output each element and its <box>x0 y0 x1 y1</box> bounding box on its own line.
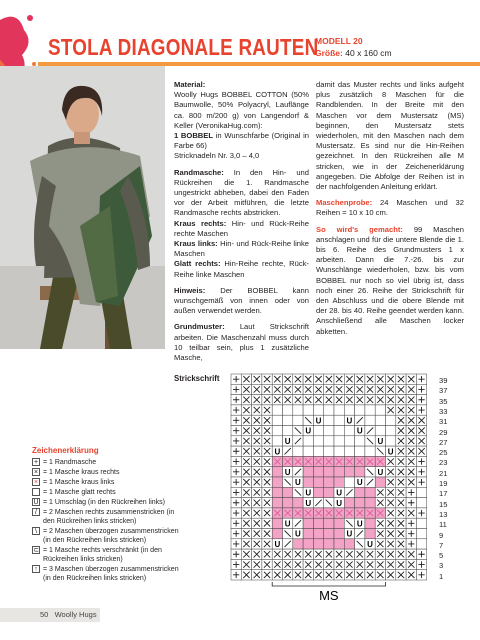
chart-cell <box>365 405 375 415</box>
chart-symbol: U <box>305 488 312 498</box>
chart-cell <box>303 436 313 446</box>
maschenprobe-label: Maschenprobe: <box>316 198 373 208</box>
row-number: 35 <box>439 396 448 406</box>
chart-cell <box>293 415 303 425</box>
chart-symbol: U <box>336 498 343 508</box>
chart-cell <box>313 426 323 436</box>
chart-cell <box>324 529 334 539</box>
legend-text: = 1 Umschlag (in den Rückreihen links) <box>43 499 165 506</box>
randmasche-body: In den Hin- und Rückreihen die 1. Randmasche ungestrickt abheben, dabei den Faden vor der Arbeit mitführen, die letzte Randmasche rechts abstricken. <box>174 167 309 218</box>
chart-cell <box>334 446 344 456</box>
chart-cell <box>293 405 303 415</box>
model-number: MODELL 20 <box>315 36 363 46</box>
chart-cell <box>313 467 323 477</box>
legend-text: = 1 Randmasche <box>43 459 97 466</box>
page-footer <box>0 608 100 622</box>
hinweis-label: Hinweis: <box>174 285 206 295</box>
chart-cell <box>355 405 365 415</box>
row-number: 33 <box>439 406 448 416</box>
row-number: 21 <box>439 468 448 478</box>
size-info <box>315 48 392 58</box>
chart-cell <box>283 405 293 415</box>
legend-text: = 1 Masche kraus rechts <box>43 469 120 476</box>
chart-cell <box>355 498 365 508</box>
row-number: 31 <box>439 417 448 427</box>
glatt-label: Glatt rechts: <box>174 259 221 269</box>
chart-cell <box>416 518 426 528</box>
chart-symbol: U <box>377 467 384 477</box>
row-number: 27 <box>439 437 448 447</box>
legend-symbol <box>32 488 40 496</box>
chart-cell <box>334 436 344 446</box>
legend-text: = 1 Masche kraus links <box>43 479 115 486</box>
pattern-explanation: damit das Muster rechts und links aufgeht plus zusätzlich 8 Maschen für die Randblenden. In der Breite mit den Maschen vor dem Mustersatz (MS) beginnen, den Mustersatz stets wiederholen, mit den Maschen nach dem Mustersatz. Es sind nur die Hin-Reihen gezeichnet. In den Rückreihen alle M stricken, wie in der Zeichenerklärung angegeben. Die Abfolge der Reihen ist in der nachfolgenden Anleitung erklärt. <box>316 80 464 192</box>
chart-cell <box>272 436 282 446</box>
chart-cell <box>355 467 365 477</box>
text-column-right <box>316 80 464 343</box>
chart-cell <box>355 487 365 497</box>
chart-cell <box>272 487 282 497</box>
chart-symbol: U <box>356 426 363 436</box>
chart-cell <box>272 518 282 528</box>
chart-cell <box>313 436 323 446</box>
chart-cell <box>365 498 375 508</box>
knitting-chart <box>229 372 434 612</box>
chart-label: Strickschrift <box>174 374 220 383</box>
chart-symbol: U <box>377 436 384 446</box>
chart-cell <box>416 498 426 508</box>
chart-cell <box>416 529 426 539</box>
legend <box>32 446 182 584</box>
chart-cell <box>324 477 334 487</box>
hinweis-body: Der BOBBEL kann wunschgemäß von innen oder von außen verwendet werden. <box>174 285 309 316</box>
chart-cell <box>303 529 313 539</box>
sowirds-label: So wird's gemacht: <box>316 224 403 234</box>
legend-text: = 2 Maschen rechts zusammenstricken (in den Rückreihen links stricken) <box>43 509 175 525</box>
chart-cell <box>303 518 313 528</box>
chart-cell <box>365 518 375 528</box>
legend-symbol: + <box>33 459 39 466</box>
chart-cell <box>416 539 426 549</box>
chart-cell <box>355 446 365 456</box>
kraus-links-label: Kraus links: <box>174 239 218 249</box>
row-number: 5 <box>439 551 444 561</box>
chart-cell <box>283 415 293 425</box>
chart-cell <box>272 498 282 508</box>
chart-symbol: U <box>274 447 281 457</box>
chart-cell <box>334 539 344 549</box>
chart-cell <box>386 436 396 446</box>
bobbel-label: 1 BOBBEL <box>174 131 213 141</box>
row-number: 15 <box>439 499 448 509</box>
chart-cell <box>324 415 334 425</box>
row-number: 29 <box>439 427 448 437</box>
chart-cell <box>365 529 375 539</box>
chart-cell <box>324 539 334 549</box>
chart-cell <box>334 405 344 415</box>
chart-cell <box>324 436 334 446</box>
chart-cell <box>344 539 354 549</box>
chart-cell <box>324 405 334 415</box>
legend-text: = 3 Maschen überzogen zusammenstricken (in den Rückreihen links stricken) <box>43 566 179 582</box>
legend-item <box>32 498 182 507</box>
material-body: Woolly Hugs BOBBEL COTTON (50% Baumwolle, 50% Polyacryl, Lauflänge ca. 800 m/200 g) von Langendorf & Keller (VeronikaHug.com): <box>174 90 309 130</box>
chart-cell <box>334 518 344 528</box>
legend-symbol: ⊂ <box>33 547 39 554</box>
sowirds-body: 99 Maschen anschlagen und für die untere Blende die 1. bis 6. Reihe des Grundmusters 1 x arbeiten. Dann die 7.-26. bis zur Wunschlänge wiederholen, bzw. bis vom BOBBEL nur noch so viel übrig ist, dass noch einer 26. Reihe der Strickschrift für den Abschluss und die obere Blende mit der 28. bis 40. Reihe geendet werden kann. Anschließend alle Maschen locker abketten. <box>316 224 464 336</box>
chart-cell <box>303 446 313 456</box>
chart-cell <box>344 405 354 415</box>
legend-item <box>32 478 182 487</box>
legend-item <box>32 546 182 564</box>
ms-label: MS <box>319 588 339 603</box>
legend-item <box>32 527 182 545</box>
legend-text: = 2 Maschen überzogen zusammenstricken (in den Rückreihen links stricken) <box>43 528 179 544</box>
row-number: 25 <box>439 448 448 458</box>
chart-cell <box>313 405 323 415</box>
chart-cell <box>272 415 282 425</box>
chart-cell <box>334 477 344 487</box>
chart-symbol: U <box>356 478 363 488</box>
chart-cell <box>416 487 426 497</box>
chart-symbol: U <box>284 467 291 477</box>
grundmuster-label: Grundmuster: <box>174 322 225 332</box>
chart-cell <box>313 446 323 456</box>
legend-item <box>32 458 182 467</box>
chart-symbol: U <box>356 519 363 529</box>
chart-cell <box>375 405 385 415</box>
chart-cell <box>344 446 354 456</box>
row-number: 13 <box>439 509 448 519</box>
legend-symbol: × <box>33 469 39 476</box>
chart-cell <box>334 529 344 539</box>
chart-symbol: U <box>367 539 373 549</box>
chart-cell <box>313 539 323 549</box>
chart-cell <box>344 477 354 487</box>
chart-cell <box>272 426 282 436</box>
maschenprobe-body: 24 Maschen und 32 Reihen = 10 x 10 cm. <box>316 198 464 218</box>
chart-symbol: U <box>315 416 322 426</box>
row-number: 11 <box>439 520 447 530</box>
chart-cell <box>272 405 282 415</box>
chart-cell <box>355 436 365 446</box>
randmasche-label: Randmasche: <box>174 167 224 177</box>
chart-cell <box>324 446 334 456</box>
model-photo <box>0 66 165 349</box>
chart-cell <box>365 446 375 456</box>
chart-cell <box>324 487 334 497</box>
chart-cell <box>334 467 344 477</box>
chart-cell <box>293 446 303 456</box>
chart-cell <box>324 518 334 528</box>
chart-symbol: U <box>284 519 291 529</box>
chart-cell <box>283 498 293 508</box>
size-label: Größe: <box>315 48 343 58</box>
legend-item <box>32 488 182 497</box>
chart-cell <box>272 529 282 539</box>
row-number: 7 <box>439 540 444 550</box>
chart-symbol: U <box>305 426 312 436</box>
chart-cell <box>386 426 396 436</box>
chart-cell <box>324 426 334 436</box>
chart-cell <box>303 405 313 415</box>
chart-symbol: U <box>274 539 281 549</box>
ms-bracket <box>272 582 385 586</box>
chart-cell <box>272 477 282 487</box>
chart-cell <box>303 539 313 549</box>
legend-item <box>32 565 182 583</box>
chart-cell <box>313 477 323 487</box>
page-number: 50 <box>40 610 49 619</box>
kraus-rechts-label: Kraus rechts: <box>174 218 227 228</box>
row-number: 37 <box>439 386 448 396</box>
legend-symbol: U <box>33 499 39 506</box>
material-label: Material: <box>174 80 206 89</box>
chart-cell <box>324 467 334 477</box>
legend-heading: Zeichenerklärung <box>32 446 99 455</box>
chart-symbol: U <box>346 529 353 539</box>
chart-cell <box>386 415 396 425</box>
legend-item <box>32 468 182 477</box>
kraus-links-body: Hin- und Rück-Reihe linke Maschen <box>174 239 310 259</box>
row-number: 19 <box>439 479 448 488</box>
chart-symbol: U <box>305 498 312 508</box>
legend-symbol: / <box>32 508 40 516</box>
row-number: 3 <box>439 561 444 571</box>
chart-cell <box>375 426 385 436</box>
page-title: STOLA DIAGONALE RAUTEN <box>48 34 319 60</box>
chart-cell <box>293 498 303 508</box>
glatt-body: Hin-Reihe rechte, Rück-Reihe linke Maschen <box>174 259 309 279</box>
chart-cell <box>303 467 313 477</box>
row-number: 23 <box>439 458 448 468</box>
chart-cell <box>313 487 323 497</box>
chart-symbol: U <box>346 416 353 426</box>
legend-item <box>32 508 182 526</box>
chart-cell <box>344 467 354 477</box>
row-number: 9 <box>439 530 444 540</box>
text-column-left <box>174 80 309 369</box>
size-value: 40 x 160 cm <box>345 48 392 58</box>
needles-text: Stricknadeln Nr. 3,0 – 4,0 <box>174 151 260 161</box>
chart-cell <box>344 436 354 446</box>
chart-cell <box>272 467 282 477</box>
chart-cell <box>344 426 354 436</box>
row-number: 39 <box>439 376 448 385</box>
row-number: 17 <box>439 489 448 499</box>
chart-cell <box>283 487 293 497</box>
kraus-rechts-body: Hin- und Rück-Reihe rechte Maschen <box>174 218 309 238</box>
chart-cell <box>313 529 323 539</box>
chart-symbol: U <box>295 529 301 539</box>
chart-cell <box>283 426 293 436</box>
legend-text: = 1 Masche glatt rechts <box>43 489 116 496</box>
chart-symbol: U <box>284 436 291 446</box>
chart-cell <box>375 477 385 487</box>
footer-brand: Woolly Hugs <box>54 610 97 619</box>
bobbel-body: in Wunschfarbe (Original in Farbe 66) <box>174 131 309 151</box>
chart-cell <box>344 498 354 508</box>
chart-symbol: U <box>295 478 301 488</box>
chart-cell <box>293 539 303 549</box>
legend-symbol: ↑ <box>32 565 40 573</box>
grundmuster-body: Laut Strickschrift arbeiten. Die Maschenzahl muss durch 10 teilbar sein, plus 1 zusätzliche Masche, <box>174 322 309 363</box>
chart-cell <box>334 426 344 436</box>
chart-cell <box>303 477 313 487</box>
chart-cell <box>334 415 344 425</box>
chart-symbol: U <box>336 488 343 498</box>
legend-symbol: \ <box>32 527 40 535</box>
chart-cell <box>375 415 385 425</box>
chart-cell <box>313 518 323 528</box>
chart-cell <box>365 415 375 425</box>
legend-symbol: × <box>33 479 39 486</box>
row-number: 1 <box>439 571 444 581</box>
legend-text: = 1 Masche rechts verschränkt (in den Rückreihen links stricken) <box>43 547 162 563</box>
chart-cell <box>365 487 375 497</box>
chart-symbol: U <box>387 447 394 457</box>
